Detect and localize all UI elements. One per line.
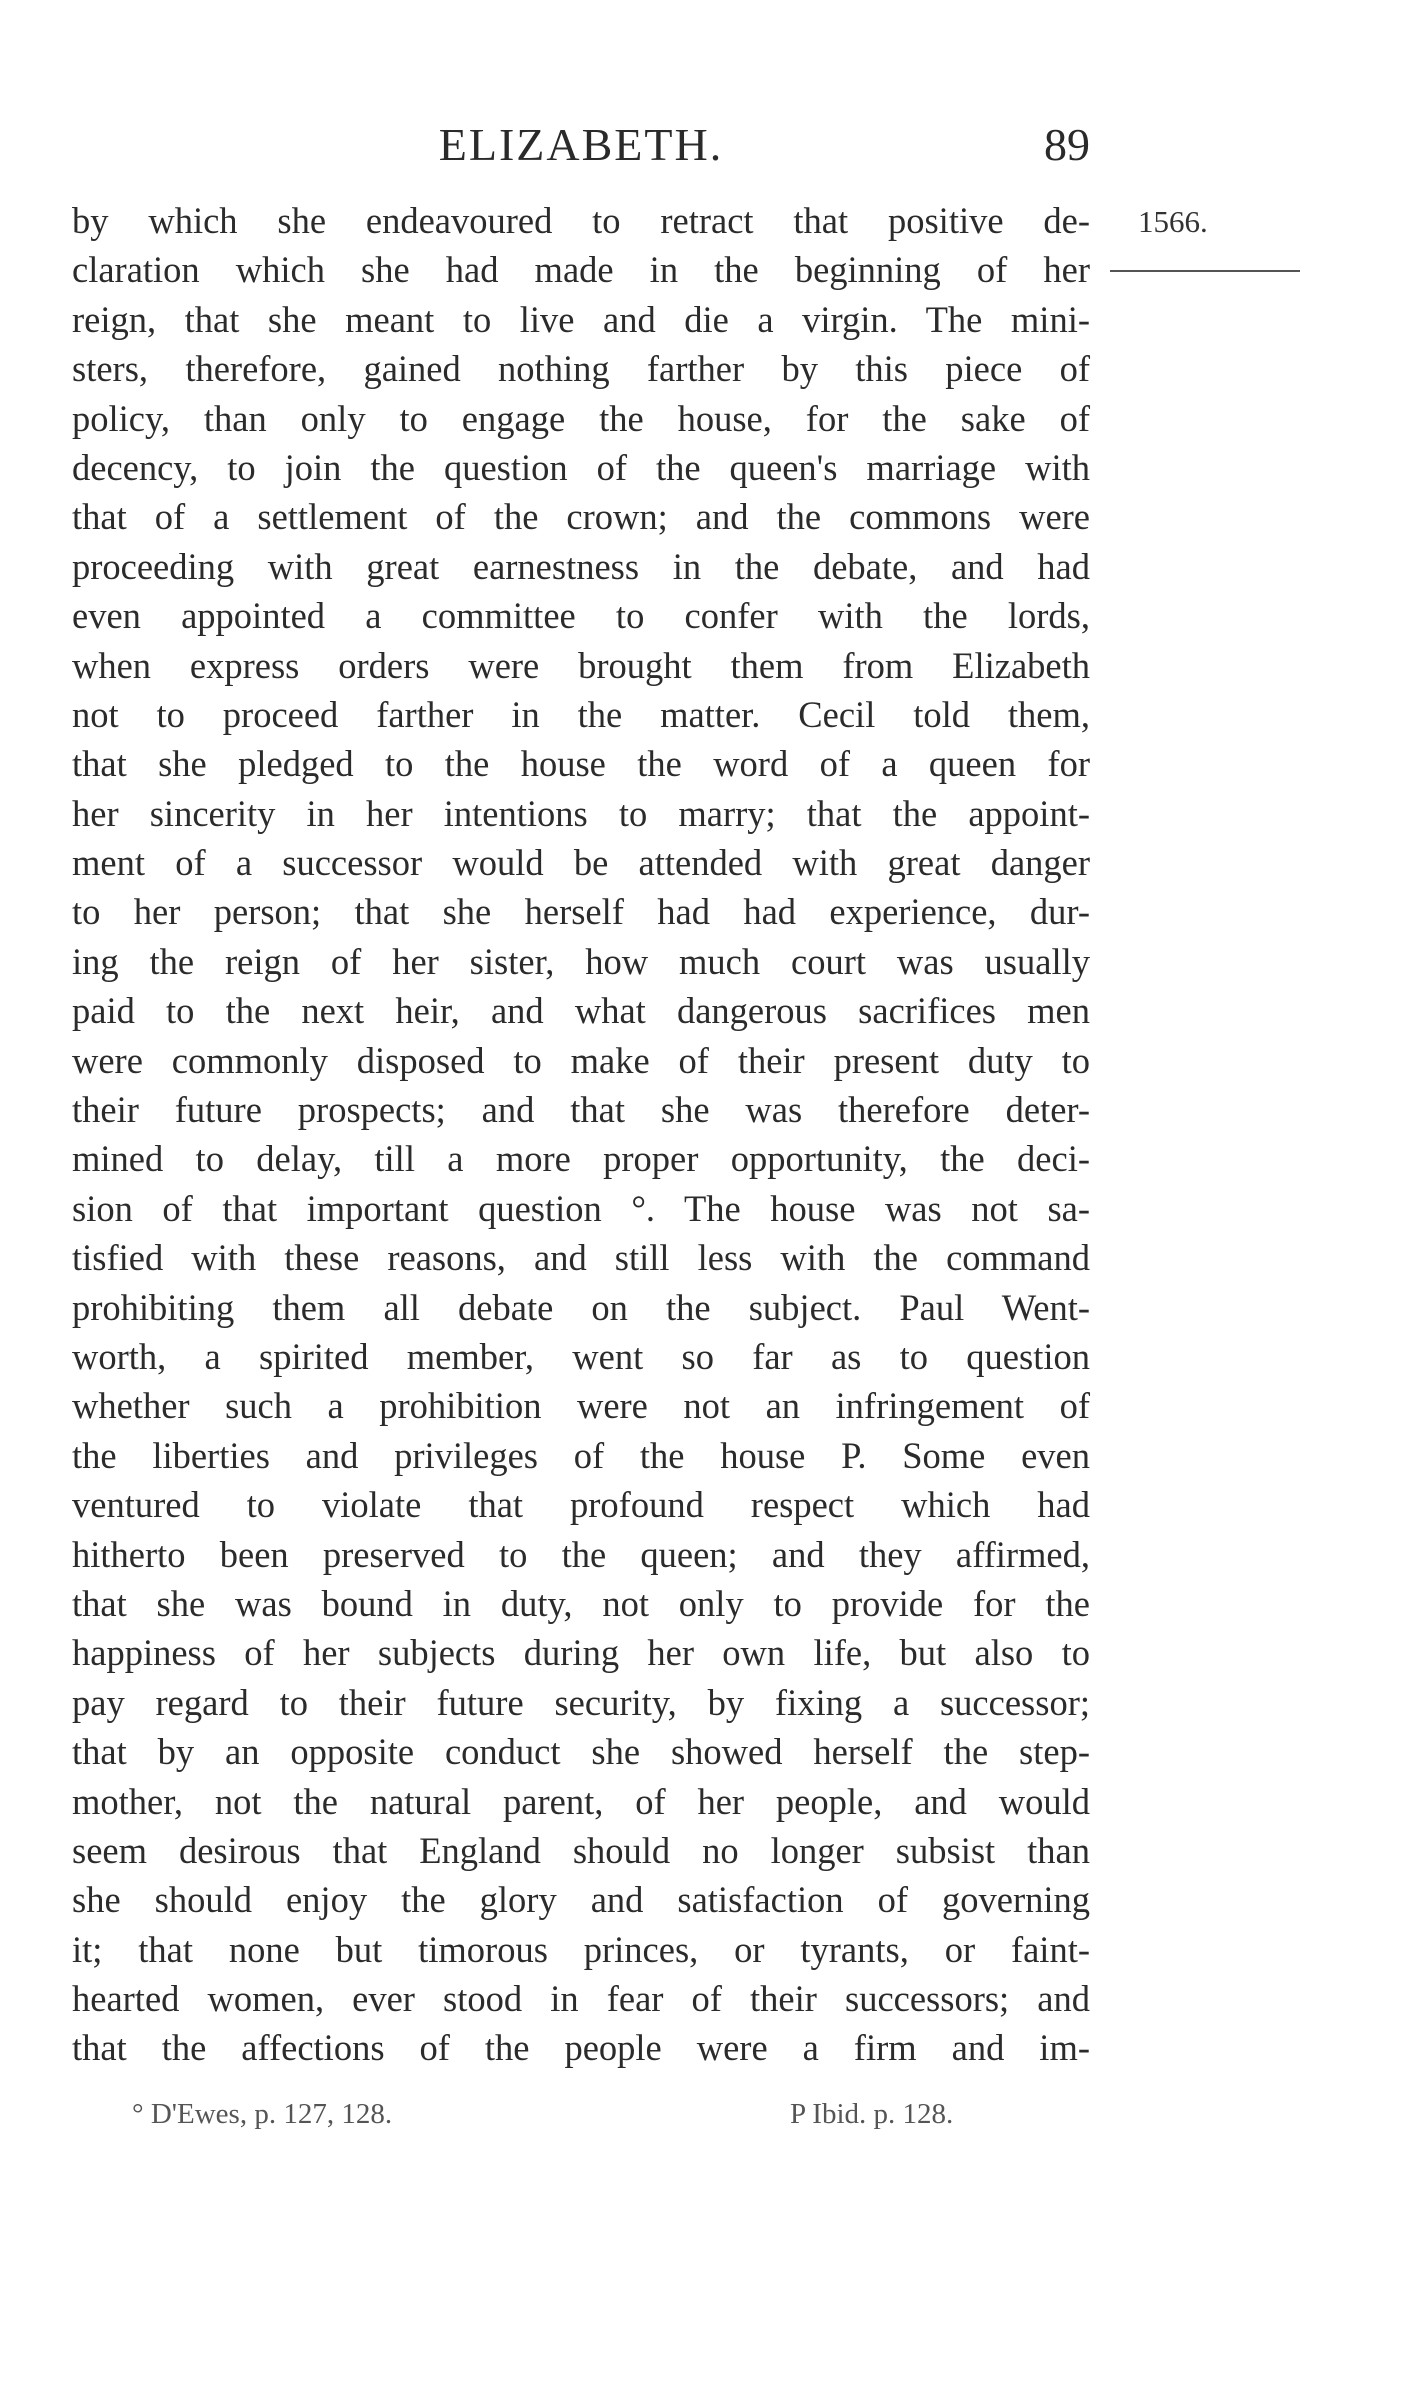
body-text (72, 196, 1090, 2073)
text-line-20: mined to delay, till a more proper opportunity, the deci- (72, 1138, 1090, 1180)
text-line-33: mother, not the natural parent, of her people, and would (72, 1780, 1090, 1822)
text-line-36: it; that none but timorous princes, or tyrants, or faint- (72, 1928, 1090, 1970)
text-line-37: hearted women, ever stood in fear of their successors; and (72, 1978, 1090, 2020)
text-line-31: pay regard to their future security, by fixing a successor; (72, 1681, 1090, 1723)
text-line-16: ing the reign of her sister, how much court was usually (72, 940, 1090, 982)
text-line-3: reign, that she meant to live and die a virgin. The mini- (72, 298, 1090, 340)
text-line-18: were commonly disposed to make of their present duty to (72, 1039, 1090, 1081)
footnote-p: P Ibid. p. 128. (790, 2098, 954, 2130)
text-line-38: that the affections of the people were a firm and im- (72, 2027, 1090, 2069)
text-line-7: that of a settlement of the crown; and the commons were (72, 496, 1090, 538)
text-line-27: ventured to violate that profound respect which had (72, 1484, 1090, 1526)
text-line-21: sion of that important question °. The house was not sa- (72, 1187, 1090, 1229)
text-line-24: worth, a spirited member, went so far as to question (72, 1335, 1090, 1377)
text-line-12: that she pledged to the house the word of a queen for (72, 743, 1090, 785)
footnote-o: ° D'Ewes, p. 127, 128. (132, 2098, 393, 2130)
page-number: 89 (1044, 119, 1090, 170)
text-line-23: prohibiting them all debate on the subject. Paul Went- (72, 1286, 1090, 1328)
text-line-14: ment of a successor would be attended with great danger (72, 842, 1090, 884)
running-head (72, 118, 1090, 178)
text-line-10: when express orders were brought them from Elizabeth (72, 644, 1090, 686)
text-line-1: by which she endeavoured to retract that positive de- (72, 200, 1090, 241)
text-line-9: even appointed a committee to confer with the lords, (72, 595, 1090, 637)
footnotes (72, 2098, 1090, 2142)
text-line-35: she should enjoy the glory and satisfaction of governing (72, 1879, 1090, 1921)
text-line-6: decency, to join the question of the queen's marriage with (72, 446, 1090, 488)
text-line-28: hitherto been preserved to the queen; and they affirmed, (72, 1533, 1090, 1575)
text-line-4: sters, therefore, gained nothing farther by this piece of (72, 348, 1090, 390)
text-line-25: whether such a prohibition were not an infringement of (72, 1385, 1090, 1427)
text-line-29: that she was bound in duty, not only to provide for the (72, 1582, 1090, 1624)
margin-rule (1110, 270, 1300, 272)
text-line-26: the liberties and privileges of the house P. Some even (72, 1434, 1090, 1476)
text-line-2: claration which she had made in the beginning of her (72, 249, 1090, 291)
text-line-34: seem desirous that England should no longer subsist than (72, 1829, 1090, 1871)
margin-year-note: 1566. (1138, 204, 1208, 239)
text-line-19: their future prospects; and that she was therefore deter- (72, 1089, 1090, 1131)
text-line-8: proceeding with great earnestness in the debate, and had (72, 545, 1090, 587)
text-line-13: her sincerity in her intentions to marry; that the appoint- (72, 792, 1090, 834)
text-line-22: tisfied with these reasons, and still less with the command (72, 1237, 1090, 1279)
text-line-15: to her person; that she herself had had experience, dur- (72, 891, 1090, 933)
text-line-30: happiness of her subjects during her own life, but also to (72, 1632, 1090, 1674)
text-line-11: not to proceed farther in the matter. Cecil told them, (72, 693, 1090, 735)
running-title: ELIZABETH. (438, 119, 724, 170)
text-line-5: policy, than only to engage the house, for the sake of (72, 397, 1090, 439)
text-line-17: paid to the next heir, and what dangerous sacrifices men (72, 990, 1090, 1032)
text-line-32: that by an opposite conduct she showed herself the step- (72, 1731, 1090, 1773)
